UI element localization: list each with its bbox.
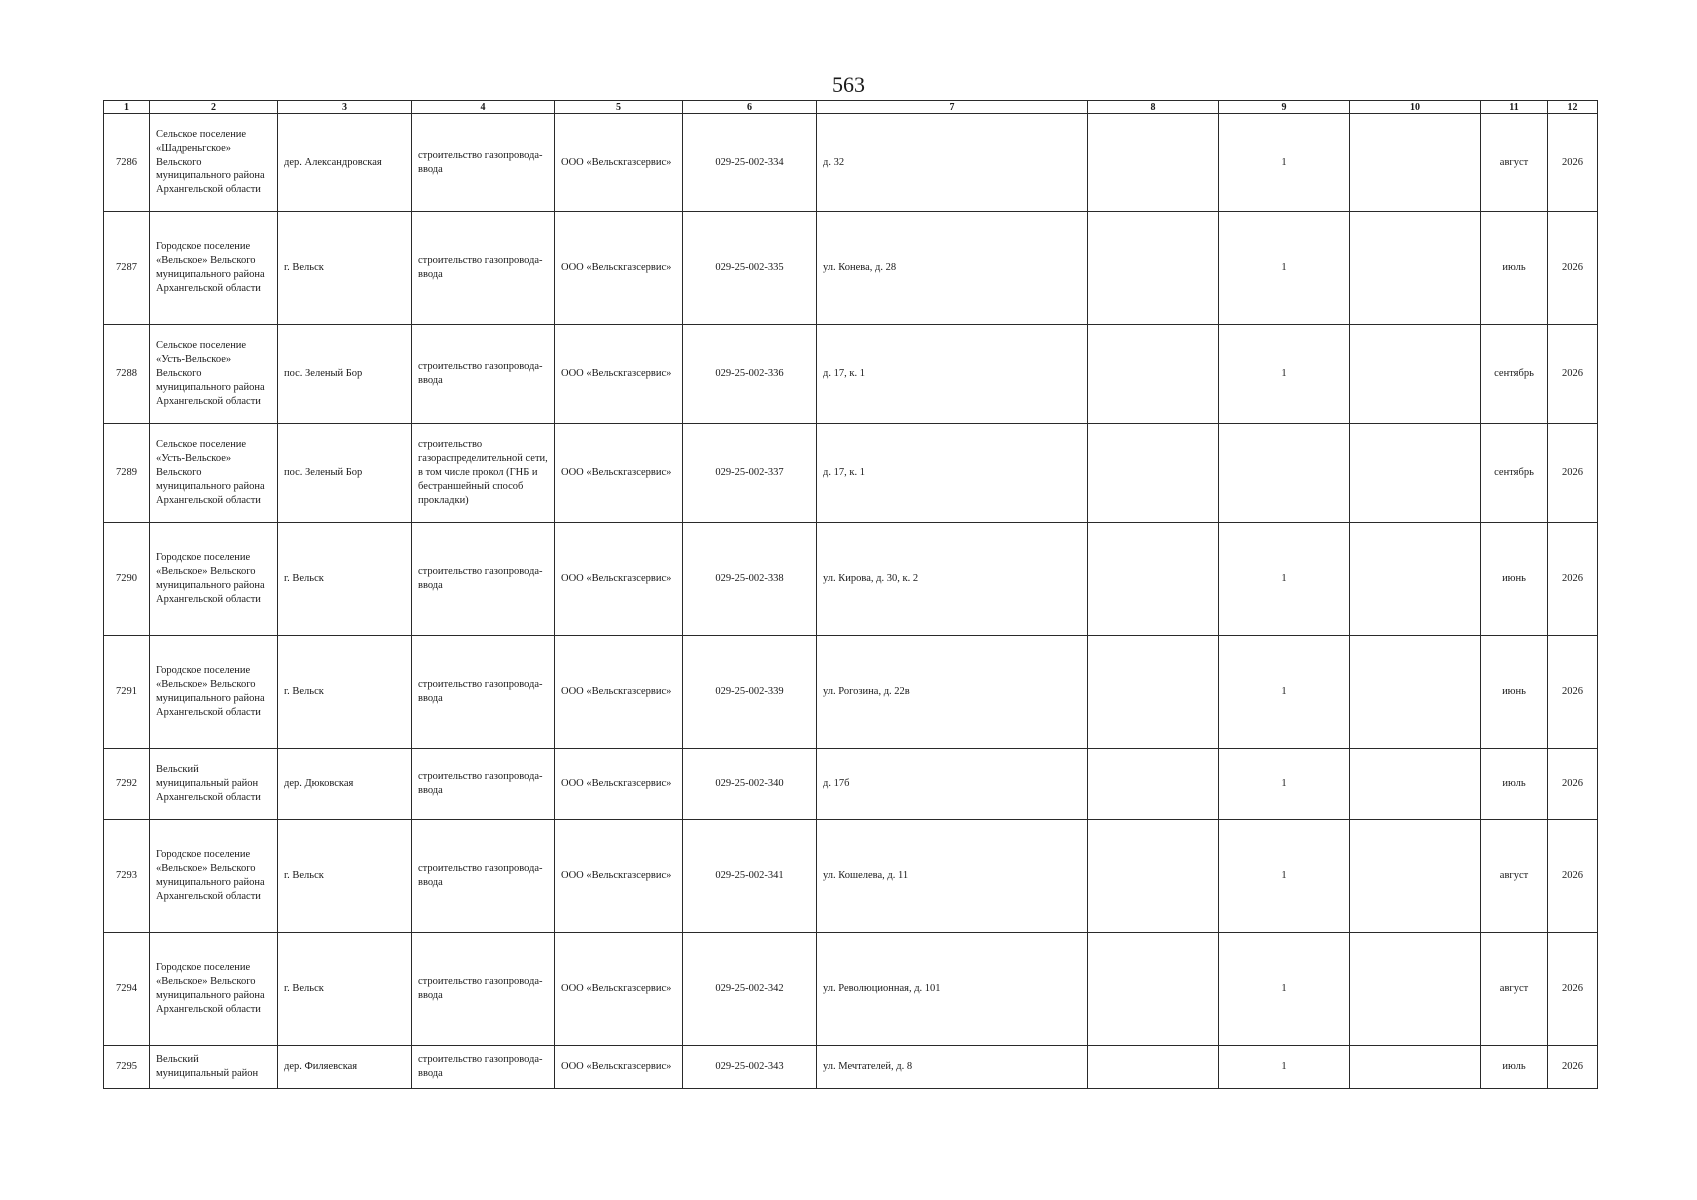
quantity-cell: 1 [1219,212,1350,325]
column-10-cell [1350,1046,1481,1089]
year-cell: 2026 [1548,212,1598,325]
column-header: 2 [150,101,278,114]
table-row [104,424,1598,523]
municipality-cell: Городское поселение «Вельское» Вельского муниципального района Архангельской области [150,933,278,1046]
month-cell: июль [1481,749,1548,820]
address-cell: д. 32 [817,114,1088,212]
page-number: 563 [832,72,865,97]
organization-cell: ООО «Вельскгазсервис» [555,212,683,325]
month-cell: июль [1481,212,1548,325]
organization-cell: ООО «Вельскгазсервис» [555,636,683,749]
month-cell: сентябрь [1481,424,1548,523]
month-cell: август [1481,933,1548,1046]
locality-cell: пос. Зеленый Бор [278,424,412,523]
organization-cell: ООО «Вельскгазсервис» [555,933,683,1046]
row-number: 7294 [104,933,150,1046]
table-row [104,325,1598,424]
quantity-cell: 1 [1219,114,1350,212]
column-header: 8 [1088,101,1219,114]
code-cell: 029-25-002-335 [683,212,817,325]
column-8-cell [1088,114,1219,212]
table-row [104,749,1598,820]
code-cell: 029-25-002-340 [683,749,817,820]
row-number: 7292 [104,749,150,820]
code-cell: 029-25-002-339 [683,636,817,749]
municipality-cell: Городское поселение «Вельское» Вельского муниципального района Архангельской области [150,212,278,325]
row-number: 7288 [104,325,150,424]
code-cell: 029-25-002-336 [683,325,817,424]
month-cell: август [1481,820,1548,933]
year-cell: 2026 [1548,820,1598,933]
month-cell: июль [1481,1046,1548,1089]
column-10-cell [1350,636,1481,749]
column-8-cell [1088,424,1219,523]
table-row [104,820,1598,933]
column-10-cell [1350,523,1481,636]
quantity-cell: 1 [1219,523,1350,636]
column-number-row [104,101,1598,114]
address-cell: ул. Кошелева, д. 11 [817,820,1088,933]
column-header: 1 [104,101,150,114]
row-number: 7286 [104,114,150,212]
quantity-cell: 1 [1219,1046,1350,1089]
quantity-cell: 1 [1219,749,1350,820]
column-header: 12 [1548,101,1598,114]
work-type-cell: строительство газопровода-ввода [412,1046,555,1089]
row-number: 7293 [104,820,150,933]
column-8-cell [1088,523,1219,636]
code-cell: 029-25-002-342 [683,933,817,1046]
row-number: 7287 [104,212,150,325]
column-8-cell [1088,820,1219,933]
year-cell: 2026 [1548,325,1598,424]
column-8-cell [1088,1046,1219,1089]
address-cell: д. 17б [817,749,1088,820]
year-cell: 2026 [1548,114,1598,212]
column-10-cell [1350,749,1481,820]
table-row [104,523,1598,636]
column-header: 11 [1481,101,1548,114]
year-cell: 2026 [1548,523,1598,636]
quantity-cell: 1 [1219,933,1350,1046]
column-header: 10 [1350,101,1481,114]
column-10-cell [1350,933,1481,1046]
organization-cell: ООО «Вельскгазсервис» [555,114,683,212]
work-type-cell: строительство газопровода-ввода [412,114,555,212]
column-header: 3 [278,101,412,114]
municipality-cell: Городское поселение «Вельское» Вельского муниципального района Архангельской области [150,636,278,749]
month-cell: август [1481,114,1548,212]
column-10-cell [1350,114,1481,212]
column-8-cell [1088,933,1219,1046]
column-header: 6 [683,101,817,114]
organization-cell: ООО «Вельскгазсервис» [555,749,683,820]
row-number: 7290 [104,523,150,636]
address-cell: ул. Конева, д. 28 [817,212,1088,325]
row-number: 7289 [104,424,150,523]
address-cell: ул. Кирова, д. 30, к. 2 [817,523,1088,636]
table-row [104,636,1598,749]
organization-cell: ООО «Вельскгазсервис» [555,325,683,424]
column-10-cell [1350,212,1481,325]
locality-cell: дер. Александровская [278,114,412,212]
code-cell: 029-25-002-338 [683,523,817,636]
address-cell: ул. Мечтателей, д. 8 [817,1046,1088,1089]
locality-cell: г. Вельск [278,820,412,933]
locality-cell: пос. Зеленый Бор [278,325,412,424]
year-cell: 2026 [1548,1046,1598,1089]
row-number: 7291 [104,636,150,749]
table-row [104,212,1598,325]
code-cell: 029-25-002-334 [683,114,817,212]
table-row [104,1046,1598,1089]
quantity-cell: 1 [1219,820,1350,933]
column-8-cell [1088,325,1219,424]
municipality-cell: Вельский муниципальный район [150,1046,278,1089]
municipality-cell: Сельское поселение «Усть-Вельское» Вельского муниципального района Архангельской области [150,424,278,523]
locality-cell: г. Вельск [278,636,412,749]
month-cell: сентябрь [1481,325,1548,424]
organization-cell: ООО «Вельскгазсервис» [555,1046,683,1089]
code-cell: 029-25-002-337 [683,424,817,523]
municipality-cell: Сельское поселение «Усть-Вельское» Вельского муниципального района Архангельской области [150,325,278,424]
organization-cell: ООО «Вельскгазсервис» [555,523,683,636]
year-cell: 2026 [1548,424,1598,523]
municipality-cell: Городское поселение «Вельское» Вельского муниципального района Архангельской области [150,820,278,933]
column-10-cell [1350,820,1481,933]
column-header: 5 [555,101,683,114]
locality-cell: г. Вельск [278,523,412,636]
year-cell: 2026 [1548,933,1598,1046]
organization-cell: ООО «Вельскгазсервис» [555,820,683,933]
table-row [104,933,1598,1046]
address-cell: ул. Рогозина, д. 22в [817,636,1088,749]
work-type-cell: строительство газопровода-ввода [412,523,555,636]
column-10-cell [1350,424,1481,523]
work-type-cell: строительство газопровода-ввода [412,636,555,749]
column-8-cell [1088,636,1219,749]
code-cell: 029-25-002-341 [683,820,817,933]
year-cell: 2026 [1548,636,1598,749]
address-cell: д. 17, к. 1 [817,325,1088,424]
column-8-cell [1088,749,1219,820]
month-cell: июнь [1481,636,1548,749]
column-header: 7 [817,101,1088,114]
organization-cell: ООО «Вельскгазсервис» [555,424,683,523]
work-type-cell: строительство газопровода-ввода [412,749,555,820]
locality-cell: дер. Филяевская [278,1046,412,1089]
year-cell: 2026 [1548,749,1598,820]
work-type-cell: строительство газопровода-ввода [412,820,555,933]
locality-cell: г. Вельск [278,212,412,325]
locality-cell: дер. Дюковская [278,749,412,820]
municipality-cell: Сельское поселение «Шадреньгское» Вельского муниципального района Архангельской области [150,114,278,212]
locality-cell: г. Вельск [278,933,412,1046]
work-type-cell: строительство газопровода-ввода [412,933,555,1046]
municipality-cell: Городское поселение «Вельское» Вельского муниципального района Архангельской области [150,523,278,636]
column-10-cell [1350,325,1481,424]
month-cell: июнь [1481,523,1548,636]
column-header: 4 [412,101,555,114]
quantity-cell: 1 [1219,636,1350,749]
row-number: 7295 [104,1046,150,1089]
column-header: 9 [1219,101,1350,114]
registry-table [103,100,1598,1089]
quantity-cell [1219,424,1350,523]
quantity-cell: 1 [1219,325,1350,424]
work-type-cell: строительство газопровода-ввода [412,212,555,325]
column-8-cell [1088,212,1219,325]
work-type-cell: строительство газораспределительной сети, в том числе прокол (ГНБ и бестраншейный способ прокладки) [412,424,555,523]
table-row [104,114,1598,212]
code-cell: 029-25-002-343 [683,1046,817,1089]
address-cell: д. 17, к. 1 [817,424,1088,523]
work-type-cell: строительство газопровода-ввода [412,325,555,424]
address-cell: ул. Революционная, д. 101 [817,933,1088,1046]
municipality-cell: Вельский муниципальный район Архангельской области [150,749,278,820]
